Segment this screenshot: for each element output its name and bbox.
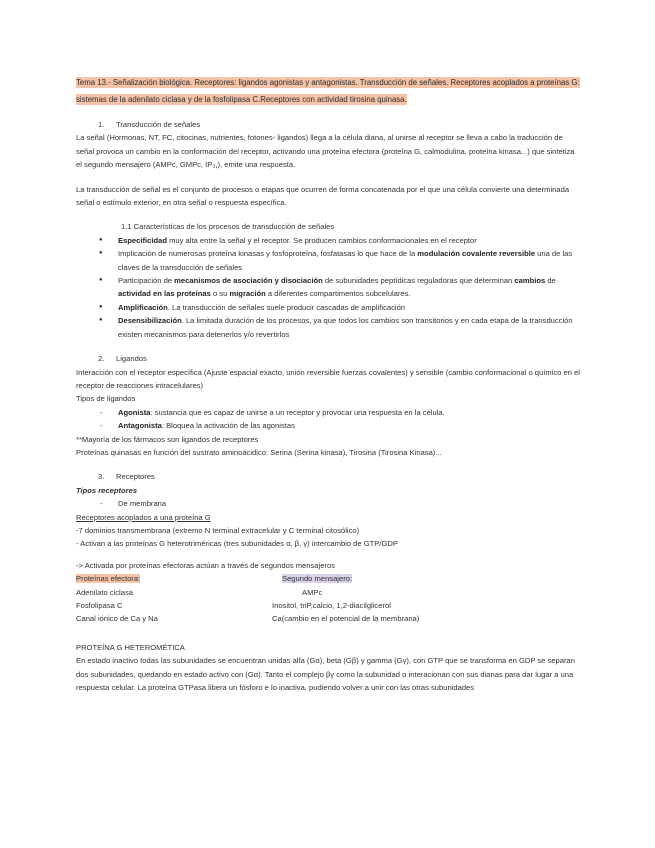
receptor-line-1: -7 dominios transmembrana (extremo N terminal extracelular y C terminal citosólico) <box>76 525 360 535</box>
table-cell: AMPc <box>302 587 323 597</box>
table-cell: Ca(cambio en el potencial de la membrana) <box>272 614 420 624</box>
effector-column-header: Proteínas efectora: <box>76 574 141 584</box>
table-cell: Fosfolipasa C <box>76 601 123 610</box>
document-page <box>76 74 581 694</box>
receptor-line-3: -> Activada por proteínas efectoras actúan a través de segundos mensajeros <box>76 560 335 570</box>
table-cell: Adenilato ciclasa <box>76 587 133 597</box>
messenger-column-header: Segundo mensajero: <box>282 574 353 584</box>
list-item: ● Implicación de numerosas proteína kinasas y fosfoproteína, fosfatasas lo que hace de la modulación covalente reversible una de las claves de la transducción de señales <box>100 247 581 274</box>
section-2-title: Ligandos <box>116 354 147 364</box>
section-3-title: Receptores <box>116 472 155 482</box>
title-block <box>76 74 581 108</box>
section-2-paragraph-1: Interacción con el receptor específica (Ajuste espacial exacto, unión reversible fuerzas covalentes) y sensible (cambio conformacional o químico en el receptor de reacciones intracelulares) <box>76 367 580 390</box>
table-cell: Inositol, triP,calcio, 1,2-diacilglicerol <box>272 601 391 610</box>
ligand-types-label: Tipos de ligandos <box>76 394 136 404</box>
list-item: ● Desensibilización. La limitada duración de los procesos, ya que todos los cambios son transitorios y en cada etapa de la transducción existen mecanismos para detenerlos y/o revertirlos <box>100 314 581 341</box>
list-item: - Agonista: sustancia que es capaz de unirse a un receptor y provocar una respuesta en la célula. <box>100 406 581 419</box>
document-title: Tema 13.- Señalización biológica. Receptores: ligandos agonistas y antagonistas. Transducción de señales. Receptores acoplados a proteínas G: sistemas de la adenilato ciclasa y de la fosfolipasa C.Receptores con actividad tirosina quinasa. <box>76 78 580 104</box>
section-3-heading <box>76 470 581 483</box>
effector-messenger-table <box>76 572 581 626</box>
receptor-line-2: - Activan a las proteínas G heterotriméricas (tres subunidades α, β, γ) intercambio de GTP/GDP <box>76 539 398 549</box>
section-2-number: 2. <box>98 354 105 364</box>
section-1-paragraph-1: La señal (Hormonas, NT, FC, citocinas, nutrientes, fotones- ligandos) llega a la célula diana, al unirse al receptor se lleva a cabo la traducción de señal provoca un cambio en la conformación del receptor, activando una proteína efectora (proteína G, calmodulina, proteína kinasa...) que sintetiza el segundo mensajero (AMPc, GMPc, IP₃,), emite una respuesta. <box>76 133 575 170</box>
ligand-note: **Mayoría de los fármacos son ligandos de receptores <box>76 434 259 444</box>
ligand-types-list <box>76 406 581 433</box>
section-1-heading <box>76 118 581 131</box>
g-protein-heading: PROTEÍNA G HETEROMÉTICA <box>76 642 185 652</box>
section-3-number: 3. <box>98 472 105 482</box>
coupled-receptors-heading: Receptores acoplados a una proteína G <box>76 512 211 522</box>
section-1-subheading: 1.1 Características de los procesos de transducción de señales <box>121 222 335 232</box>
section-2-paragraph-2: Proteínas quinasas en función del sustrato aminoácidico: Serina (Serina kinasa), Tirosina (Tirosina Kinasa)... <box>76 447 442 457</box>
list-item: ● Especificidad muy alta entre la señal y el receptor. Se producen cambios conformacionales en el receptor <box>100 234 581 247</box>
section-2-heading <box>76 352 581 365</box>
list-item: - De membrana <box>100 497 581 510</box>
characteristics-list <box>76 234 581 341</box>
section-1-paragraph-2: La transducción de señal es el conjunto de procesos o etapas que ocurren de forma concatenada por el que una célula convierte una determinada señal o estímulo exterior, en otra señal o respuesta específica. <box>76 184 570 208</box>
receptor-types-list <box>76 497 581 510</box>
list-item: - Antagonista: Bloquea la activación de las agonistas <box>100 419 581 432</box>
list-item: ● Amplificación. La transducción de señales suele producir cascadas de amplificación <box>100 301 581 314</box>
receptor-types-label: Tipos receptores <box>76 485 138 495</box>
table-cell: Canal iónico de Ca y Na <box>76 614 158 624</box>
section-1-title: Transducción de señales <box>116 120 201 129</box>
list-item: ● Participación de mecanismos de asociación y disociación de subunidades peptídicas reguladoras que determinan cambios de actividad en las proteínas o su migración a diferentes compartimentos subcelulares. <box>100 274 581 301</box>
section-1-number: 1. <box>98 120 105 129</box>
g-protein-paragraph: En estado inactivo todas las subunidades se encuentran unidas alfa (Gα), beta (Gβ) y gamma (Gγ), con GTP que se transforma en GDP se separan dos subunidades, quedando en estado activo con (Gα). Tanto el complejo βγ como la subunidad α interacionan con sus dianas para dar lugar a una respuesta celular. La proteína GTPasa libera un fósforo e lo inactiva, pudiendo volver a unir con las otras subunidades <box>76 656 575 693</box>
